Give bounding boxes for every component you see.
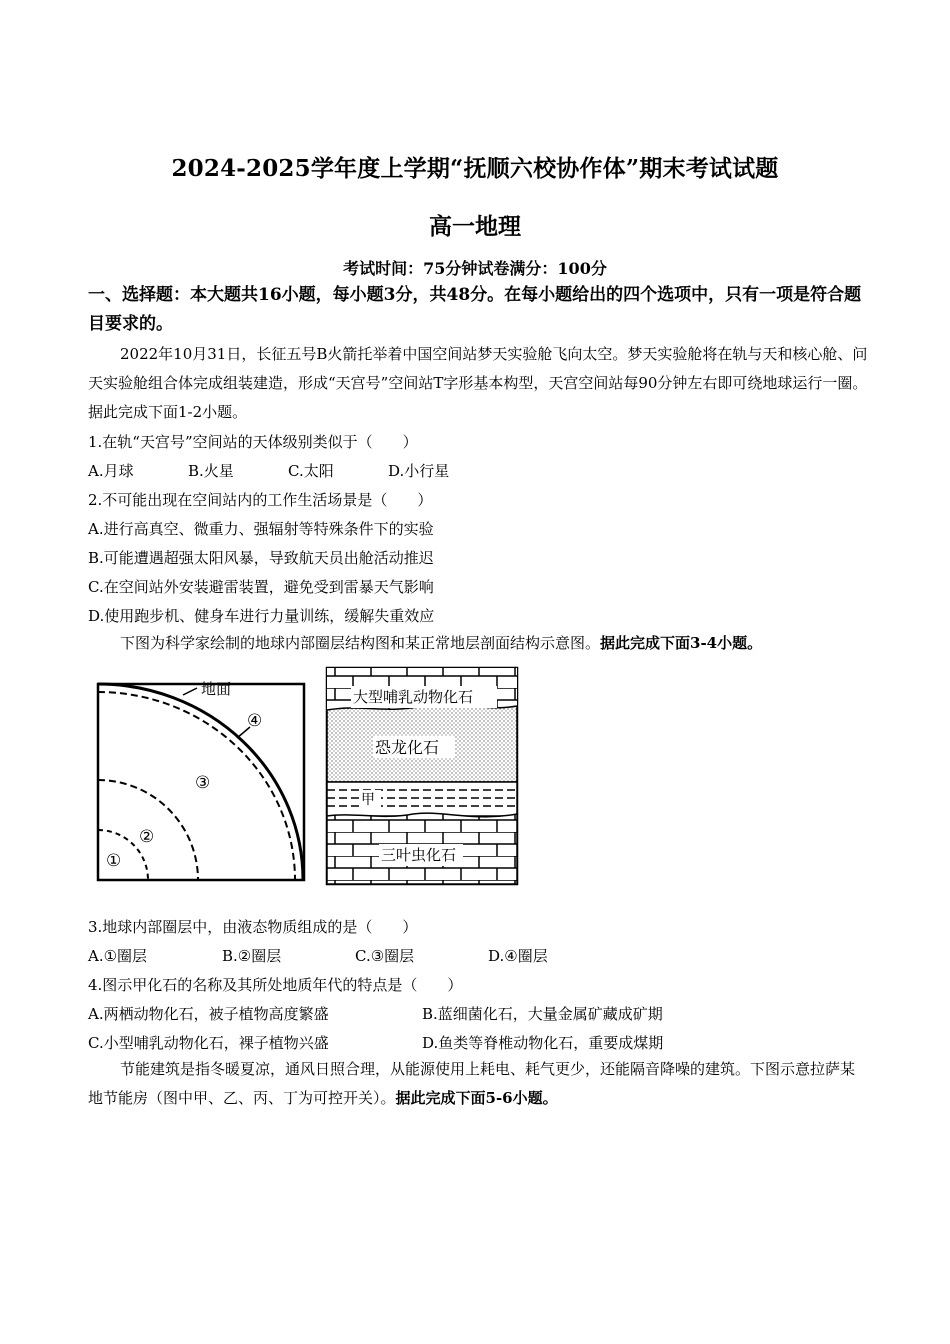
q4-option-b: B.蓝细菌化石，大量金属矿藏成矿期 [422,1005,663,1023]
passage-2-instruction: 据此完成下面3-4小题。 [600,634,763,652]
q4-option-a: A.两栖动物化石，被子植物高度繁盛 [88,1005,329,1023]
q4-option-d: D.鱼类等脊椎动物化石，重要成煤期 [422,1034,664,1052]
q3-option-b: B.②圈层 [222,947,282,965]
q4-option-c: C.小型哺乳动物化石，裸子植物兴盛 [88,1034,329,1052]
passage-3 [88,1055,868,1113]
question-4-stem: 4.图示甲化石的名称及其所处地质年代的特点是（ ） [88,976,463,994]
strata-profile-figure [323,664,523,888]
layer-2-label: ② [139,827,155,847]
question-2-stem: 2.不可能出现在空间站内的工作生活场景是（ ） [88,491,433,509]
q2-option-c: C.在空间站外安装避雷装置，避免受到雷暴天气影响 [88,578,434,596]
layer-3-label: ③ [195,773,211,793]
surface-label: 地面 [201,680,232,698]
q2-option-d: D.使用跑步机、健身车进行力量训练，缓解失重效应 [88,607,435,625]
passage-1: 2022年10月31日，长征五号B火箭托举着中国空间站梦天实验舱飞向太空。梦天实验舱将在轨与天和核心舱、问天实验舱组合体完成组装建造，形成“天宫号”空间站T字形基本构型，天宫空间站每90分钟左右即可绕地球运行一圈。据此完成下面1-2小题。 [88,345,868,421]
layer-4-label: ④ [247,711,263,731]
passage-2-text: 下图为科学家绘制的地球内部圈层结构图和某正常地层剖面结构示意图。 [120,634,601,652]
q1-option-c: C.太阳 [288,462,334,480]
earth-interior-figure [95,672,315,884]
subject-title: 高一地理 [429,213,521,240]
q2-option-a: A.进行高真空、微重力、强辐射等特殊条件下的实验 [88,520,434,538]
mammal-fossil-label: 大型哺乳动物化石 [353,688,474,706]
q1-option-a: A.月球 [88,462,134,480]
section-heading: 一、选择题：本大题共16小题，每小题3分，共48分。在每小题给出的四个选项中，只有一项是符合题目要求的。 [88,285,862,334]
passage-3-instruction: 据此完成下面5-6小题。 [395,1089,558,1107]
question-1-stem: 1.在轨“天宫号”空间站的天体级别类似于（ ） [88,433,418,451]
q3-option-a: A.①圈层 [88,947,148,965]
exam-info: 考试时间：75分钟试卷满分：100分 [343,259,607,278]
layer-1-label: ① [106,851,122,871]
q1-option-d: D.小行星 [388,462,450,480]
exam-title: 2024-2025学年度上学期“抚顺六校协作体”期末考试试题 [171,155,779,182]
q1-option-b: B.火星 [188,462,234,480]
q3-option-c: C.③圈层 [355,947,415,965]
question-3-stem: 3.地球内部圈层中，由液态物质组成的是（ ） [88,918,418,936]
jia-stratum [327,782,517,816]
passage-2 [88,629,868,658]
jia-label: 甲 [361,792,375,808]
trilobite-fossil-label: 三叶虫化石 [381,846,457,864]
q3-option-d: D.④圈层 [488,947,548,965]
passage-3-text: 节能建筑是指冬暖夏凉，通风日照合理，从能源使用上耗电、耗气更少，还能隔音降噪的建筑。下图示意拉萨某地节能房（图中甲、乙、丙、丁为可控开关）。 [88,1060,856,1107]
q2-option-b: B.可能遭遇超强太阳风暴，导致航天员出舱活动推迟 [88,549,434,567]
dinosaur-fossil-label: 恐龙化石 [375,738,440,757]
